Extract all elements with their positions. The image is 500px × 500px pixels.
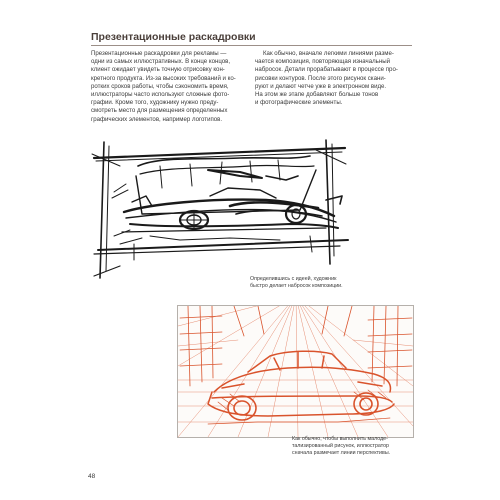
text-line: руют и делают четче уже в электронном виде. bbox=[255, 82, 387, 90]
text-line: иллюстраторы часто используют сложные фото- bbox=[91, 91, 230, 99]
text-line: кретного продукта. Из-за высоких требований и ко- bbox=[91, 74, 236, 82]
text-line: смотреть место для размещения определенных bbox=[91, 107, 228, 115]
text-line: чается композиция, повторяющая изначальный bbox=[255, 58, 390, 66]
caption-line: сначала размечает линии перспективы. bbox=[292, 450, 391, 456]
heading-divider bbox=[91, 45, 412, 46]
left-text-column bbox=[91, 50, 243, 124]
caption-line: тализированный рисунок, иллюстратор bbox=[292, 443, 389, 449]
page-number: 48 bbox=[88, 473, 96, 480]
text-line: графии. Кроме того, художнику нужно преду- bbox=[91, 99, 219, 107]
text-line: Презентационные раскадровки для рекламы — bbox=[91, 50, 227, 57]
text-line: графических элементов, например логотипов. bbox=[91, 115, 223, 123]
text-line: Как обычно, вначале легкими линиями размe- bbox=[263, 50, 394, 57]
rough-storyboard-sketch bbox=[90, 136, 352, 282]
text-line: и фотографические элементы. bbox=[255, 99, 343, 107]
rough-sketch-caption bbox=[250, 276, 343, 290]
caption-line: Как обычно, чтобы выполнить малоде- bbox=[292, 436, 388, 442]
caption-line: Определившись с идеей, художник bbox=[250, 276, 337, 282]
text-line: набросок. Детали прорабатывают в процессе про- bbox=[255, 66, 398, 74]
text-line: клиент ожидает увидеть точную отрисовку кон- bbox=[91, 66, 225, 74]
section-heading: Презентационные раскадровки bbox=[91, 31, 256, 43]
caption-line: быстро делает набросок композиции. bbox=[250, 283, 343, 289]
text-line: ротких сроков работы, чтобы сэкономить время, bbox=[91, 82, 229, 90]
text-line: рисовки контуров. После этого рисунок скани- bbox=[255, 74, 386, 82]
perspective-sketch-caption bbox=[292, 436, 390, 457]
right-text-column bbox=[255, 50, 407, 107]
perspective-sketch-frame bbox=[177, 305, 414, 438]
perspective-car-sketch bbox=[178, 306, 413, 437]
text-line: одни из самых иллюстративных. В конце концов, bbox=[91, 58, 231, 66]
text-line: На этом же этапе добавляют больше тонов bbox=[255, 91, 379, 99]
